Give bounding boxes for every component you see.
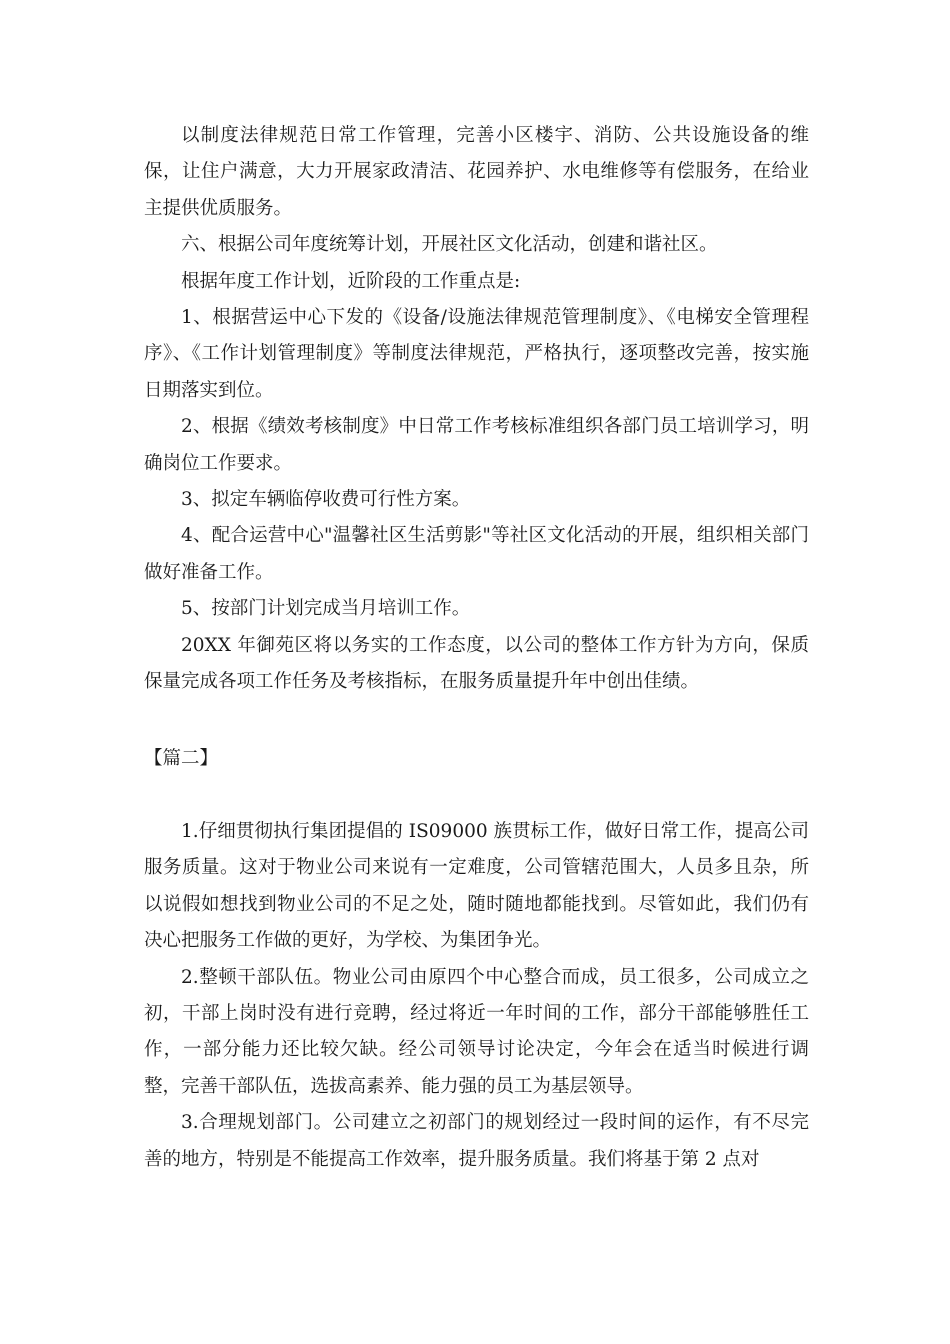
paragraph: 20XX 年御苑区将以务实的工作态度，以公司的整体工作方针为方向，保质保量完成各项工作任务及考核指标，在服务质量提升年中创出佳绩。 — [144, 634, 809, 693]
paragraph: 1.仔细贯彻执行集团提倡的 IS09000 族贯标工作，做好日常工作，提高公司服务质量。这对于物业公司来说有一定难度，公司管辖范围大，人员多且杂，所以说假如想找到物业公司的不足之处，随时随地都能找到。尽管如此，我们仍有决心把服务工作做的更好，为学校、为集团争光。 — [144, 820, 809, 952]
paragraph: 5、按部门计划完成当月培训工作。 — [181, 598, 471, 620]
paragraph: 3.合理规划部门。公司建立之初部门的规划经过一段时间的运作，有不尽完善的地方，特别是不能提高工作效率，提升服务质量。我们将基于第 2 点对 — [144, 1112, 809, 1170]
paragraph: 根据年度工作计划，近阶段的工作重点是: — [181, 270, 521, 292]
paragraph: 以制度法律规范日常工作管理，完善小区楼宇、消防、公共设施设备的维保，让住户满意，大力开展家政清洁、花园养护、水电维修等有偿服务，在给业主提供优质服务。 — [144, 125, 809, 219]
paragraph: 2.整顿干部队伍。物业公司由原四个中心整合而成，员工很多，公司成立之初，干部上岗时没有进行竞聘，经过将近一年时间的工作，部分干部能够胜任工作，一部分能力还比较欠缺。经公司领导讨论决定，今年会在适当时候进行调整，完善干部队伍，选拔高素养、能力强的员工为基层领导。 — [144, 966, 809, 1097]
paragraph: 六、根据公司年度统筹计划，开展社区文化活动，创建和谐社区。 — [181, 234, 718, 256]
document-body — [144, 118, 809, 1178]
section-heading: 【篇二】 — [144, 747, 219, 769]
paragraph: 4、配合运营中心"温馨社区生活剪影"等社区文化活动的开展，组织相关部门做好准备工作。 — [144, 525, 809, 583]
paragraph: 1、根据营运中心下发的《设备/设施法律规范管理制度》、《电梯安全管理程序》、《工作计划管理制度》等制度法律规范，严格执行，逐项整改完善，按实施日期落实到位。 — [144, 307, 809, 401]
spacer — [144, 777, 809, 814]
paragraph: 3、拟定车辆临停收费可行性方案。 — [181, 489, 471, 511]
spacer — [144, 701, 809, 741]
paragraph: 2、根据《绩效考核制度》中日常工作考核标准组织各部门员工培训学习，明确岗位工作要求。 — [144, 416, 809, 474]
